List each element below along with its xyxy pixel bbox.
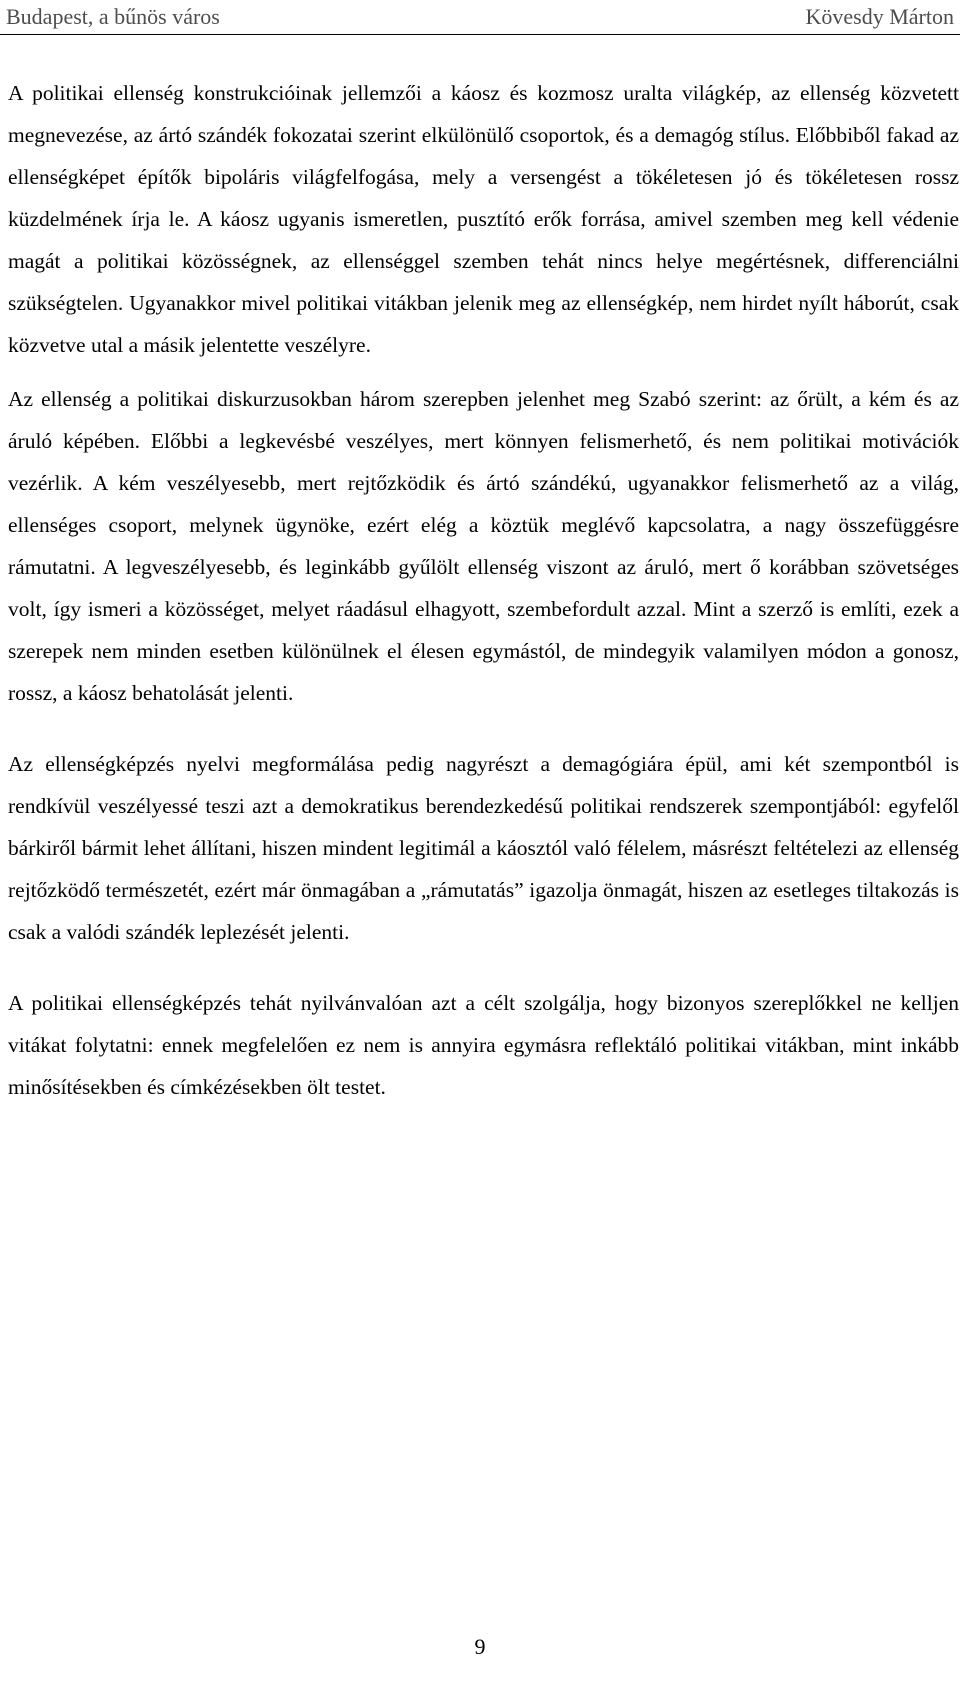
paragraph: A politikai ellenség konstrukcióinak jellemzői a káosz és kozmosz uralta világkép, az ellenség közvetett megnevezése, az ártó szándék fokozatai szerint elkülönülő csoportok, és a demagóg stílus. Előbbiből fakad az ellenségképet építők bipoláris világfelfogása, mely a versengést a tökéletesen jó és tökéletesen rossz küzdelmének írja le. A káosz ugyanis ismeretlen, pusztító erők forrása, amivel szemben meg kell védenie magát a politikai közösségnek, az ellenséggel szemben tehát nincs helye megértésnek, differenciálni szükségtelen. Ugyanakkor mivel politikai vitákban jelenik meg az ellenségkép, nem hirdet nyílt háborút, csak közvetve utal a másik jelentette veszélyre.: [8, 81, 959, 357]
header-title: Budapest, a bűnös város: [6, 4, 220, 29]
header-author: Kövesdy Márton: [805, 4, 954, 29]
paragraph: A politikai ellenségképzés tehát nyilvánvalóan azt a célt szolgálja, hogy bizonyos szereplőkkel ne kelljen vitákat folytatni: ennek megfelelően ez nem is annyira egymásra reflektáló politikai vitákban, mint inkább minősítésekben és címkézésekben ölt testet.: [8, 991, 959, 1099]
paragraph: Az ellenségképzés nyelvi megformálása pedig nagyrészt a demagógiára épül, ami két szempontból is rendkívül veszélyessé teszi azt a demokratikus berendezkedésű politikai rendszerek szempontjából: egyfelől bárkiről bármit lehet állítani, hiszen mindent legitimál a káosztól való félelem, másrészt feltételezi az ellenség rejtőzködő természetét, ezért már önmagában a „rámutatás” igazolja önmagát, hiszen az esetleges tiltakozás is csak a valódi szándék leplezését jelenti.: [8, 752, 959, 944]
page-number: 9: [474, 1634, 486, 1659]
body-text: [8, 72, 959, 1108]
page-header: [0, 0, 960, 35]
paragraph: Az ellenség a politikai diskurzusokban három szerepben jelenhet meg Szabó szerint: az őrült, a kém és az áruló képében. Előbbi a legkevésbé veszélyes, mert könnyen felismerhető, és nem politikai motivációk vezérlik. A kém veszélyesebb, mert rejtőzködik és ártó szándékú, ugyanakkor felismerhető az a világ, ellenséges csoport, melynek ügynöke, ezért elég a köztük meglévő kapcsolatra, a nagy összefüggésre rámutatni. A legveszélyesebb, és leginkább gyűlölt ellenség viszont az áruló, mert ő korábban szövetséges volt, így ismeri a közösséget, melyet ráadásul elhagyott, szembefordult azzal. Mint a szerző is említi, ezek a szerepek nem minden esetben különülnek el élesen egymástól, de mindegyik valamilyen módon a gonosz, rossz, a káosz behatolását jelenti.: [8, 387, 959, 705]
